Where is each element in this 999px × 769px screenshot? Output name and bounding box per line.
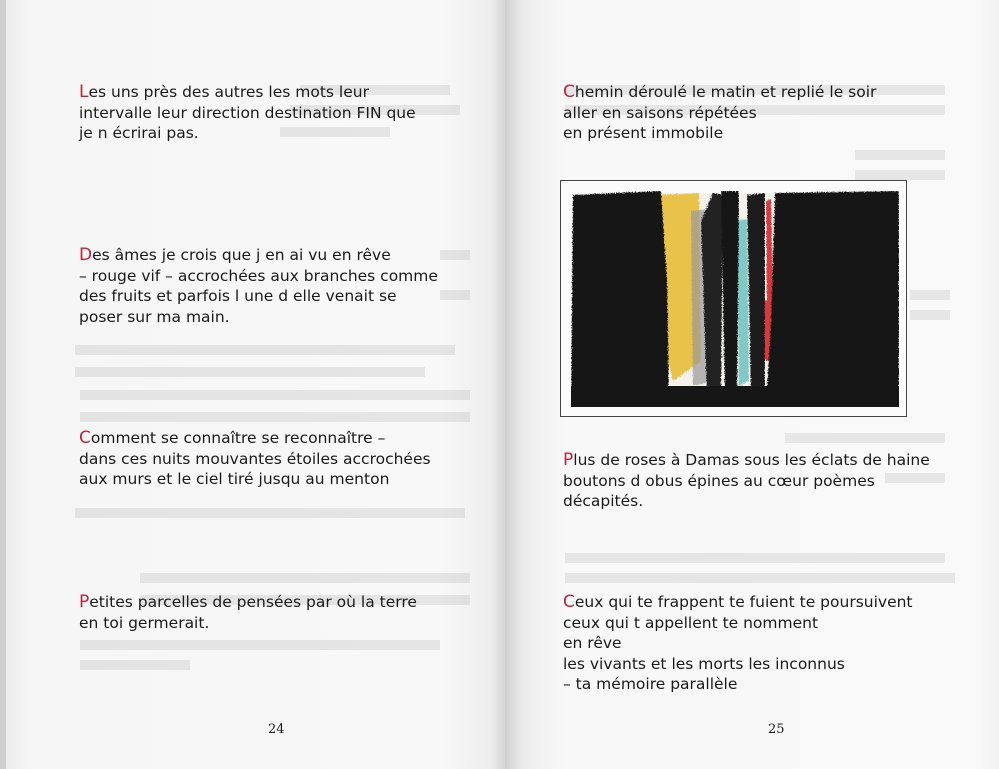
stanza-text: etites parcelles de pensées par où la terre en toi germerait. (79, 593, 417, 632)
stanza-text: omment se connaître se reconnaître – dans ces nuits mouvantes étoiles accrochées aux murs et le ciel tiré jusqu au menton (79, 429, 431, 488)
stanza-text: es uns près des autres les mots leur intervalle leur direction destination FIN que je n écrirai pas. (79, 83, 416, 142)
drop-initial: C (79, 428, 91, 448)
abstract-painting (561, 181, 906, 416)
drop-initial: C (563, 592, 575, 612)
drop-initial: P (563, 450, 574, 470)
drop-initial: C (563, 82, 575, 102)
drop-initial: L (79, 82, 89, 102)
artwork-illustration (560, 180, 907, 417)
page-number: 24 (268, 722, 285, 737)
stanza-text: eux qui te frappent te fuient te poursuivent ceux qui t appellent te nomment en rêve les vivants et les morts les inconnus – ta mémoire parallèle (563, 593, 913, 693)
drop-initial: P (79, 592, 90, 612)
stanza-2 (79, 245, 438, 327)
stanza-3 (79, 428, 431, 490)
stanza-1 (79, 82, 416, 144)
page-number: 25 (768, 722, 785, 737)
stanza-6 (563, 450, 930, 512)
stanza-text: es âmes je crois que j en ai vu en rêve – rouge vif – accrochées aux branches comme des fruits et parfois l une d elle venait se poser sur ma main. (79, 246, 438, 326)
stanza-text: lus de roses à Damas sous les éclats de haine boutons d obus épines au cœur poèmes décapités. (563, 451, 930, 510)
stanza-4 (79, 592, 417, 633)
stanza-7 (563, 592, 913, 695)
drop-initial: D (79, 245, 93, 265)
stanza-5 (563, 82, 876, 144)
stanza-text: hemin déroulé le matin et replié le soir aller en saisons répétées en présent immobile (563, 83, 877, 142)
